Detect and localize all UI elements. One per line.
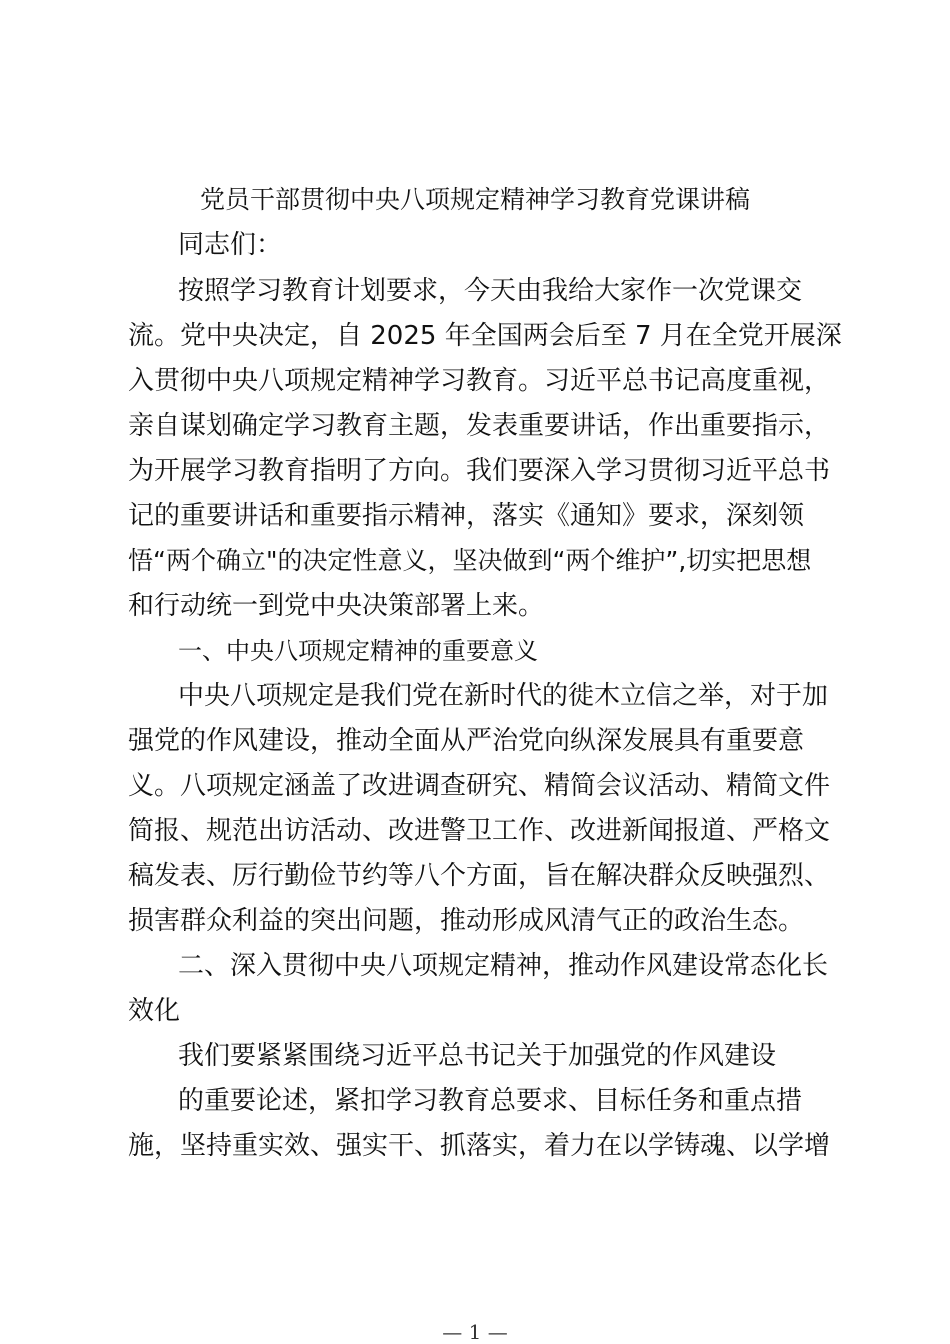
greeting: 同志们：: [178, 230, 283, 260]
paragraph-line: 简报、规范出访活动、改进警卫工作、改进新闻报道、严格文: [128, 816, 831, 846]
paragraph-line: 中央八项规定是我们党在新时代的徙木立信之举，对于加: [178, 681, 829, 711]
paragraph-line: 亲自谋划确定学习教育主题，发表重要讲话，作出重要指示，: [128, 411, 831, 441]
paragraph-line: 强党的作风建设，推动全面从严治党向纵深发展具有重要意: [128, 726, 805, 756]
paragraph-line: 的重要论述，紧扣学习教育总要求、目标任务和重点措: [178, 1086, 803, 1116]
section-heading: 一、中央八项规定精神的重要意义: [178, 637, 538, 665]
paragraph-line: 入贯彻中央八项规定精神学习教育。习近平总书记高度重视，: [128, 366, 831, 396]
paragraph-line: 我们要紧紧围绕习近平总书记关于加强党的作风建设: [178, 1041, 777, 1071]
paragraph-line: 稿发表、厉行勤俭节约等八个方面，旨在解决群众反映强烈、: [128, 861, 831, 891]
paragraph-line: 施，坚持重实效、强实干、抓落实，着力在以学铸魂、以学增: [128, 1131, 831, 1161]
paragraph-line: 义。八项规定涵盖了改进调查研究、精简会议活动、精简文件: [128, 771, 831, 801]
page-number: — 1 —: [442, 1320, 508, 1344]
paragraph-line: 按照学习教育计划要求，今天由我给大家作一次党课交: [178, 276, 803, 306]
document-title: 党员干部贯彻中央八项规定精神学习教育党课讲稿: [200, 185, 751, 214]
section-heading: 二、深入贯彻中央八项规定精神，推动作风建设常态化长: [178, 951, 829, 981]
paragraph-line: 损害群众利益的突出问题，推动形成风清气正的政治生态。: [128, 906, 805, 936]
paragraph-line: 悟“两个确立"的决定性意义，坚决做到“两个维护”,切实把思想: [128, 546, 812, 575]
paragraph-line: 记的重要讲话和重要指示精神，落实《通知》要求，深刻领: [128, 501, 805, 531]
paragraph-line: 流。党中央决定，自 2025 年全国两会后至 7 月在全党开展深: [128, 321, 842, 351]
paragraph-line: 和行动统一到党中央决策部署上来。: [128, 591, 545, 621]
paragraph-line: 为开展学习教育指明了方向。我们要深入学习贯彻习近平总书: [128, 456, 831, 486]
section-heading: 效化: [128, 996, 181, 1026]
